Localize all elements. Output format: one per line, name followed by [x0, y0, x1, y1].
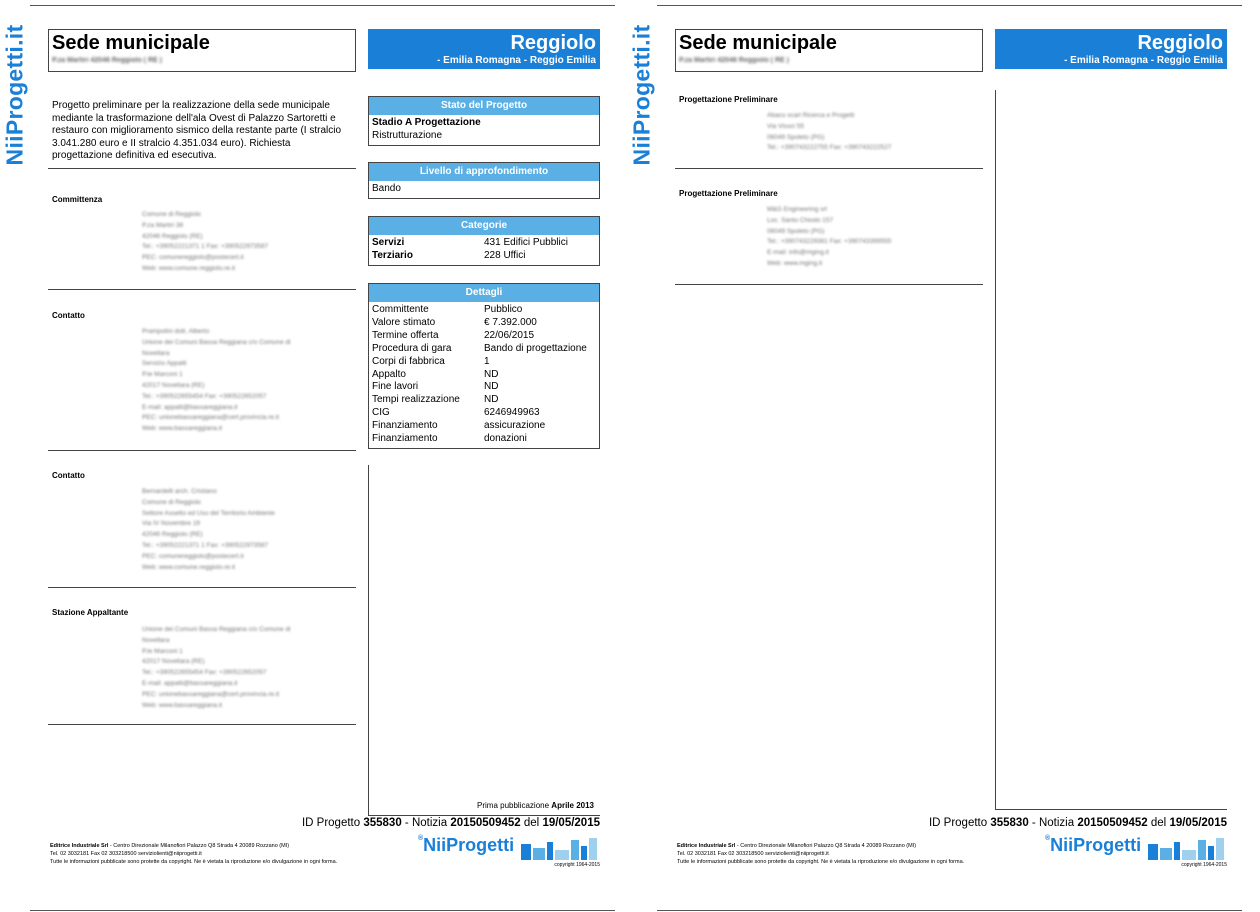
contact-line: Loc. Santo Chiodo 157	[767, 216, 834, 224]
contact-line: Tel.: +390522655454 Fax: +390522652057	[142, 669, 267, 677]
logo-text	[418, 835, 514, 856]
id-value: 355830	[363, 817, 402, 829]
detail-value: € 7.392.000	[484, 316, 537, 328]
title-box	[48, 29, 356, 72]
detail-row	[372, 420, 596, 433]
city-name: Reggiolo	[510, 32, 596, 54]
footer-company: Editrice Industriale Srl	[677, 843, 736, 849]
id-mid: - Notizia	[1031, 817, 1075, 829]
section-contact-block	[767, 205, 891, 270]
contact-line: Web: www.comune.reggiolo.re.it	[142, 563, 236, 571]
contact-line: Web: www.mging.it	[767, 259, 823, 267]
category-row	[372, 237, 596, 250]
contact-line: Tel.: +39052221371 1 Fax: +390522973587	[142, 541, 269, 549]
project-title: Sede municipale	[52, 32, 210, 54]
contact-line: Via IV Novembre 19	[142, 520, 201, 528]
section-contact-block	[142, 327, 291, 435]
contact-line: Bernardelli arch. Cristiano	[142, 488, 217, 495]
detail-row	[372, 356, 596, 369]
footer-notice: Tutte le informazioni pubblicate sono protette da copyright. Ne è vietata la riproduzione e/o divulgazione in ogni forma.	[677, 859, 965, 865]
id-value: 355830	[990, 817, 1029, 829]
logo-mark: ®	[418, 835, 424, 842]
footer-address: - Centro Direzionale Milanofiori Palazzo Q8 Strada 4 20089 Rozzano (MI)	[109, 843, 290, 849]
contact-line: PEC: unionebassareggiana@cert.provincia.re.it	[142, 690, 280, 698]
panel-header: Livello di approfondimento	[369, 163, 599, 181]
contact-line: Unione dei Comuni Bassa Reggiana c/o Comune di	[142, 626, 291, 633]
detail-key: Termine offerta	[372, 329, 439, 341]
detail-row	[372, 317, 596, 330]
detail-row	[372, 343, 596, 356]
section-contact-block	[142, 625, 291, 711]
detail-key: Procedura di gara	[372, 342, 452, 354]
logo-mark: ®	[1045, 835, 1051, 842]
section-contact-block	[142, 487, 275, 573]
column-bottom-rule	[995, 809, 1227, 810]
project-title: Sede municipale	[679, 32, 837, 54]
city-box	[368, 29, 600, 69]
section-contact-block	[767, 111, 891, 154]
contact-line: 42046 Reggiolo (RE)	[142, 232, 203, 240]
footer-contacts: Tel. 02 3032181 Fax 02 303218500 serviziolienti@niiprogetti.it	[50, 851, 202, 857]
section-label: Contatto	[52, 471, 85, 480]
top-rule	[657, 5, 1242, 6]
section-label: Contatto	[52, 311, 85, 320]
detail-value: 22/06/2015	[484, 329, 535, 341]
contact-line: Tel.: +390522655454 Fax: +390522652057	[142, 392, 267, 400]
city-name: Reggiolo	[1137, 32, 1223, 54]
contact-line: 42017 Novellara (RE)	[142, 381, 205, 389]
detail-row	[372, 407, 596, 420]
panel-dettagli	[368, 283, 600, 449]
first-pub-label: Prima pubblicazione	[477, 801, 550, 810]
contact-line: 06049 Spoleto (PG)	[767, 133, 825, 141]
project-type: Ristrutturazione	[372, 129, 443, 141]
detail-value: Bando di progettazione	[484, 342, 587, 354]
contact-line: Web: www.bassareggiana.it	[142, 701, 223, 709]
panel-stato-progetto	[368, 96, 600, 146]
contact-line: Novellara	[142, 636, 170, 644]
detail-row	[372, 304, 596, 317]
brand-logo-vertical	[1, 24, 28, 166]
brand-logo-vertical	[628, 24, 655, 166]
panel-body	[369, 181, 599, 198]
contact-line: E-mail: appalti@bassareggiana.it	[142, 679, 238, 687]
detail-row	[372, 330, 596, 343]
niiprogetti-logo	[418, 835, 600, 865]
contact-line: Via Vissci 55	[767, 122, 804, 130]
panel-header: Dettagli	[369, 284, 599, 302]
section-label: Progettazione Preliminare	[679, 189, 778, 198]
panel-body	[369, 115, 599, 145]
detail-value: 6246949963	[484, 407, 540, 419]
page-2	[627, 0, 1257, 912]
footer-contacts: Tel. 02 3032181 Fax 02 303218500 serviziolienti@niiprogetti.it	[677, 851, 829, 857]
contact-line: P.za Martiri 38	[142, 221, 184, 229]
contact-line: M&G Engineering srl	[767, 206, 827, 213]
project-stage: Stadio A Progettazione	[372, 117, 481, 128]
detail-key: CIG	[372, 407, 390, 419]
contact-line: Unione dei Comuni Bassa Reggiana c/o Comune di	[142, 338, 291, 346]
footer-company-line	[677, 842, 964, 850]
contact-line: Settore Assetto ed Uso del Territorio Ambiente	[142, 509, 275, 517]
column-bottom-rule	[368, 815, 600, 816]
id-date: 19/05/2015	[1169, 817, 1227, 829]
panel-header: Stato del Progetto	[369, 97, 599, 115]
category-row	[372, 250, 596, 263]
bottom-rule	[657, 910, 1242, 911]
id-pre: ID Progetto	[301, 817, 361, 829]
top-rule	[30, 5, 615, 6]
detail-key: Finanziamento	[372, 433, 438, 445]
id-line	[250, 817, 600, 829]
id-mid: - Notizia	[404, 817, 448, 829]
detail-key: Corpi di fabbrica	[372, 355, 445, 367]
panel-categorie	[368, 216, 600, 266]
brand-text: NiiProgetti.it	[1, 24, 28, 166]
panel-livello-approfondimento	[368, 162, 600, 199]
notizia-value: 20150509452	[450, 817, 521, 829]
detail-row	[372, 394, 596, 407]
first-pub-value: Aprile 2013	[551, 801, 594, 810]
notizia-value: 20150509452	[1077, 817, 1148, 829]
logo-word: NiiProgetti	[1050, 835, 1142, 855]
detail-value: 1	[484, 355, 490, 367]
section-label: Progettazione Preliminare	[679, 95, 778, 104]
contact-line: Tel.: +390743229381 Fax: +390743399555	[767, 238, 892, 246]
project-address: P.za Martiri 42046 Reggiolo ( RE )	[52, 57, 162, 64]
category-key: Terziario	[372, 249, 413, 261]
contact-line: 42046 Reggiolo (RE)	[142, 531, 203, 539]
contact-line: Prampolini dott. Alberto	[142, 328, 210, 335]
id-line	[877, 817, 1227, 829]
section-label: Stazione Appaltante	[52, 608, 129, 617]
region-name: - Emilia Romagna - Reggio Emilia	[1064, 55, 1223, 66]
section-divider	[48, 450, 356, 451]
detail-key: Fine lavori	[372, 381, 419, 393]
contact-line: Tel.: +390743222755 Fax: +390743222527	[767, 144, 892, 152]
category-value: 228 Uffici	[484, 249, 526, 261]
detail-row	[372, 369, 596, 382]
contact-line: Tel.: +39052221371 1 Fax: +390522973587	[142, 243, 269, 251]
niiprogetti-logo	[1045, 835, 1227, 865]
panel-body	[369, 302, 599, 448]
detail-value: Pubblico	[484, 304, 523, 315]
column-divider	[368, 465, 369, 815]
contact-line: Web: www.bassareggiana.it	[142, 425, 223, 433]
section-divider	[675, 284, 983, 285]
footer-info	[50, 842, 337, 866]
contact-line: E-mail: appalti@bassareggiana.it	[142, 403, 238, 411]
panel-header: Categorie	[369, 217, 599, 235]
category-key: Servizi	[372, 237, 405, 248]
city-box	[995, 29, 1227, 69]
section-divider	[48, 587, 356, 588]
id-del: del	[1150, 817, 1167, 829]
project-address: P.za Martiri 42046 Reggiolo ( RE )	[679, 57, 789, 64]
contact-line: PEC: comunereggiolo@postecert.it	[142, 552, 244, 560]
footer-company: Editrice Industriale Srl	[50, 843, 109, 849]
logo-text	[1045, 835, 1141, 856]
footer-company-line	[50, 842, 337, 850]
footer-address: - Centro Direzionale Milanofiori Palazzo Q8 Strada 4 20089 Rozzano (MI)	[736, 843, 917, 849]
section-divider	[48, 724, 356, 725]
detail-value: ND	[484, 381, 499, 393]
contact-line: Web: www.comune.reggiolo.re.it	[142, 264, 236, 272]
first-publication	[368, 801, 594, 810]
project-description: Progetto preliminare per la realizzazione della sede municipale mediante la trasformazione dell'ala Ovest di Palazzo Sartoretti e restauro con miglioramento sismico della restante parte (I stralcio 3.041.280 euro e II stralcio 4.351.034 euro). Richiesta progettazione definitiva ed esecutiva.	[52, 100, 342, 161]
contact-line: Comune di Reggiolo	[142, 498, 201, 506]
contact-line: E-mail: info@mging.it	[767, 249, 829, 257]
detail-value: ND	[484, 368, 499, 380]
region-name: - Emilia Romagna - Reggio Emilia	[437, 55, 596, 66]
detail-value: ND	[484, 394, 499, 406]
copyright: copyright 1964-2015	[1181, 862, 1227, 868]
title-box	[675, 29, 983, 72]
detail-key: Committente	[372, 304, 429, 315]
contact-line: P.le Marconi 1	[142, 371, 183, 379]
detail-key: Appalto	[372, 368, 406, 380]
section-divider	[48, 168, 356, 169]
id-pre: ID Progetto	[928, 817, 988, 829]
contact-line: 06049 Spoleto (PG)	[767, 227, 825, 235]
category-value: 431 Edifici Pubblici	[484, 237, 568, 248]
detail-key: Valore stimato	[372, 316, 436, 328]
section-divider	[675, 168, 983, 169]
contact-line: P.le Marconi 1	[142, 647, 183, 655]
detail-row	[372, 433, 596, 446]
detail-key: Tempi realizzazione	[372, 394, 460, 406]
contact-line: PEC: unionebassareggiana@cert.provincia.re.it	[142, 414, 280, 422]
column-divider	[995, 90, 996, 809]
buildings-icon	[1148, 838, 1224, 860]
copyright: copyright 1964-2015	[554, 862, 600, 868]
detail-value: assicurazione	[484, 420, 546, 432]
detail-value: donazioni	[484, 433, 527, 445]
bottom-rule	[30, 910, 615, 911]
panel-body	[369, 235, 599, 265]
section-contact-block	[142, 210, 268, 275]
contact-line: Novellara	[142, 349, 170, 357]
logo-word: NiiProgetti	[423, 835, 515, 855]
contact-line: 42017 Novellara (RE)	[142, 658, 205, 666]
section-divider	[48, 289, 356, 290]
footer-info	[677, 842, 964, 866]
footer-notice: Tutte le informazioni pubblicate sono protette da copyright. Ne è vietata la riproduzione e/o divulgazione in ogni forma.	[50, 859, 338, 865]
buildings-icon	[521, 838, 597, 860]
livello-value: Bando	[372, 183, 401, 194]
contact-line: Servizio Appalti	[142, 360, 187, 368]
detail-row	[372, 381, 596, 394]
id-date: 19/05/2015	[542, 817, 600, 829]
brand-text: NiiProgetti.it	[628, 24, 655, 166]
contact-line: Comune di Reggiolo	[142, 211, 201, 218]
contact-line: PEC: comunereggiolo@postecert.it	[142, 254, 244, 262]
detail-key: Finanziamento	[372, 420, 438, 432]
contact-line: Abaco scarl Ricerca e Progetti	[767, 112, 855, 119]
id-del: del	[523, 817, 540, 829]
section-label: Committenza	[52, 195, 103, 204]
